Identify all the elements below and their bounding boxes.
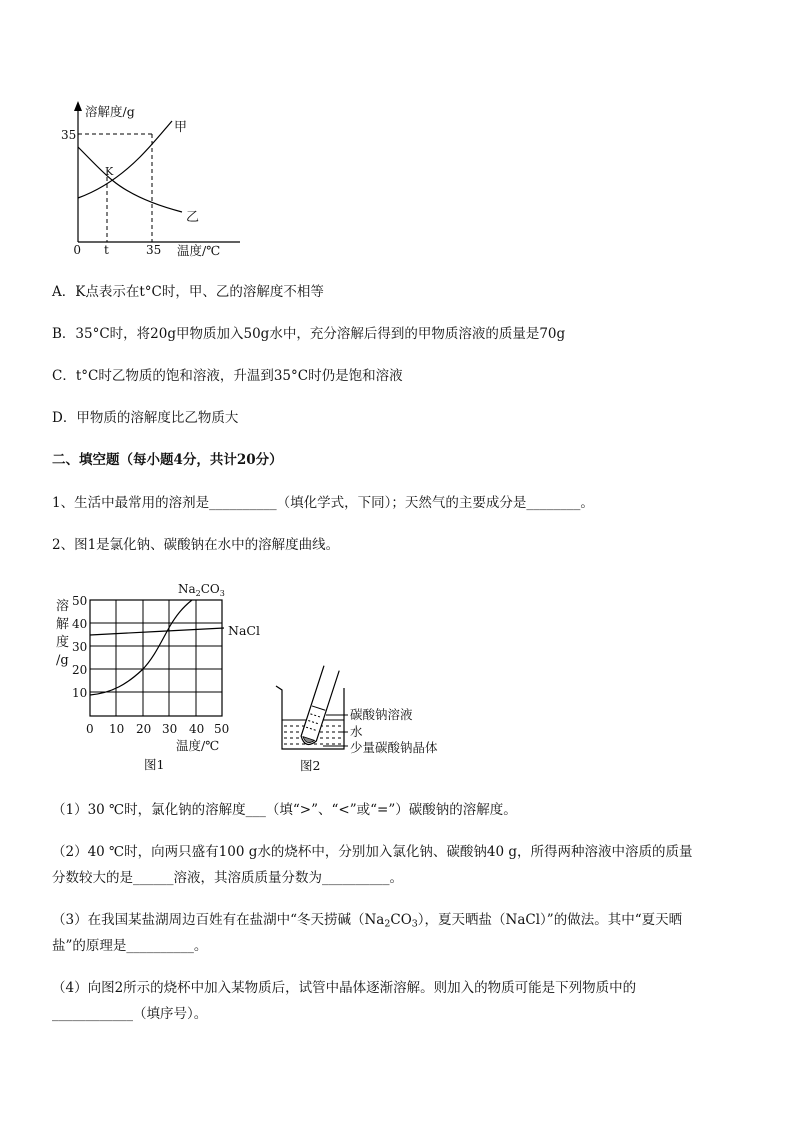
- graph1-origin: 0: [73, 243, 81, 257]
- graph1-x-tick-35: 35: [146, 243, 162, 257]
- fig2-caption: 图2: [300, 758, 321, 773]
- option-c: C．t°C时乙物质的饱和溶液，升温到35°C时仍是饱和溶液: [52, 368, 403, 384]
- section-heading: 二、填空题（每小题4分，共计20分）: [52, 452, 283, 468]
- fig1-x-tick-20: 20: [136, 722, 152, 736]
- curve-jia: [78, 121, 172, 198]
- option-b: B．35°C时，将20g甲物质加入50g水中，充分溶解后得到的甲物质溶液的质量是70g: [52, 326, 566, 342]
- fig1-caption: 图1: [144, 757, 165, 772]
- curve-nacl: [90, 628, 224, 635]
- question-2-intro: 2、图1是氯化钠、碳酸钠在水中的溶解度曲线。: [52, 537, 340, 553]
- graph1-label-jia: 甲: [174, 120, 188, 135]
- graph1-x-label: 温度/℃: [177, 243, 221, 258]
- fig1-x-tick-40: 40: [189, 722, 205, 736]
- fig1-y-tick-30: 30: [72, 640, 88, 654]
- fig2-label-water: 水: [350, 724, 363, 739]
- fig1-x-tick-50: 50: [214, 722, 230, 736]
- y-axis-arrow: [74, 101, 82, 111]
- graph1-y-tick-35: 35: [61, 128, 77, 142]
- option-d: D．甲物质的溶解度比乙物质大: [52, 410, 239, 426]
- graph1-x-tick-t: t: [104, 243, 109, 257]
- question-2-sub-2-line-2: 分数较大的是______溶液，其溶质质量分数为__________。: [52, 870, 403, 886]
- question-2-sub-3-line-1: （3）在我国某盐湖周边百姓有在盐湖中“冬天捞碱$(Na_2CO_3)$，夏天晒盐（NaCl）”的做法。其中“夏天晒: [52, 912, 683, 930]
- graph1-y-label: 溶解度/g: [85, 104, 135, 119]
- solubility-graph-1: [40, 95, 250, 265]
- question-2-sub-1: （1）30 ℃时，氯化钠的溶解度___（填“>”、“<”或“=”）碳酸钠的溶解度。: [52, 802, 517, 818]
- fig1-x-tick-30: 30: [162, 722, 178, 736]
- fig2-label-solution: 碳酸钠溶液: [350, 707, 413, 722]
- figure-2-apparatus: [268, 660, 468, 775]
- fig2-label-crystal: 少量碳酸钠晶体: [350, 740, 438, 755]
- question-2-sub-4-line-2: ____________（填序号）。: [52, 1006, 208, 1022]
- figure-1-chart: [52, 578, 282, 778]
- curve-yi: [78, 147, 182, 212]
- fig1-y-label-4: /g: [56, 653, 69, 668]
- question-2-sub-4-line-1: （4）向图2所示的烧杯中加入某物质后，试管中晶体逐渐溶解。则加入的物质可能是下列物质中的: [52, 980, 637, 996]
- fig1-series-nacl: NaCl: [228, 623, 260, 638]
- fig1-x-tick-0: 0: [86, 722, 94, 736]
- fig1-y-tick-50: 50: [72, 594, 88, 608]
- fig1-y-label-1: 溶: [56, 599, 70, 614]
- fig1-y-tick-40: 40: [72, 617, 88, 631]
- fig1-y-tick-20: 20: [72, 663, 88, 677]
- curve-na2co3: [90, 600, 192, 695]
- test-tube: [299, 666, 339, 747]
- fig1-grid-frame: [90, 600, 222, 716]
- fig1-y-tick-10: 10: [72, 686, 88, 700]
- graph1-label-k: K: [105, 165, 114, 178]
- question-2-sub-3-line-2: 盐”的原理是__________。: [52, 938, 208, 954]
- fig1-x-tick-10: 10: [109, 722, 125, 736]
- fig1-y-label-3: 度: [56, 635, 70, 650]
- question-1: 1、生活中最常用的溶剂是__________（填化学式，下同）；天然气的主要成分是________。: [52, 495, 594, 511]
- fig1-series-na2co3: $Na_2CO_3$: [178, 582, 225, 598]
- option-a: A．K点表示在t°C时，甲、乙的溶解度不相等: [52, 284, 324, 300]
- graph1-label-yi: 乙: [186, 210, 200, 225]
- fig1-y-label-2: 解: [56, 617, 70, 632]
- fig1-x-label: 温度/℃: [176, 738, 220, 753]
- question-2-sub-2-line-1: （2）40 ℃时，向两只盛有100 g水的烧杯中，分别加入氯化钠、碳酸钠40 g，所得两种溶液中溶质的质量: [52, 844, 693, 860]
